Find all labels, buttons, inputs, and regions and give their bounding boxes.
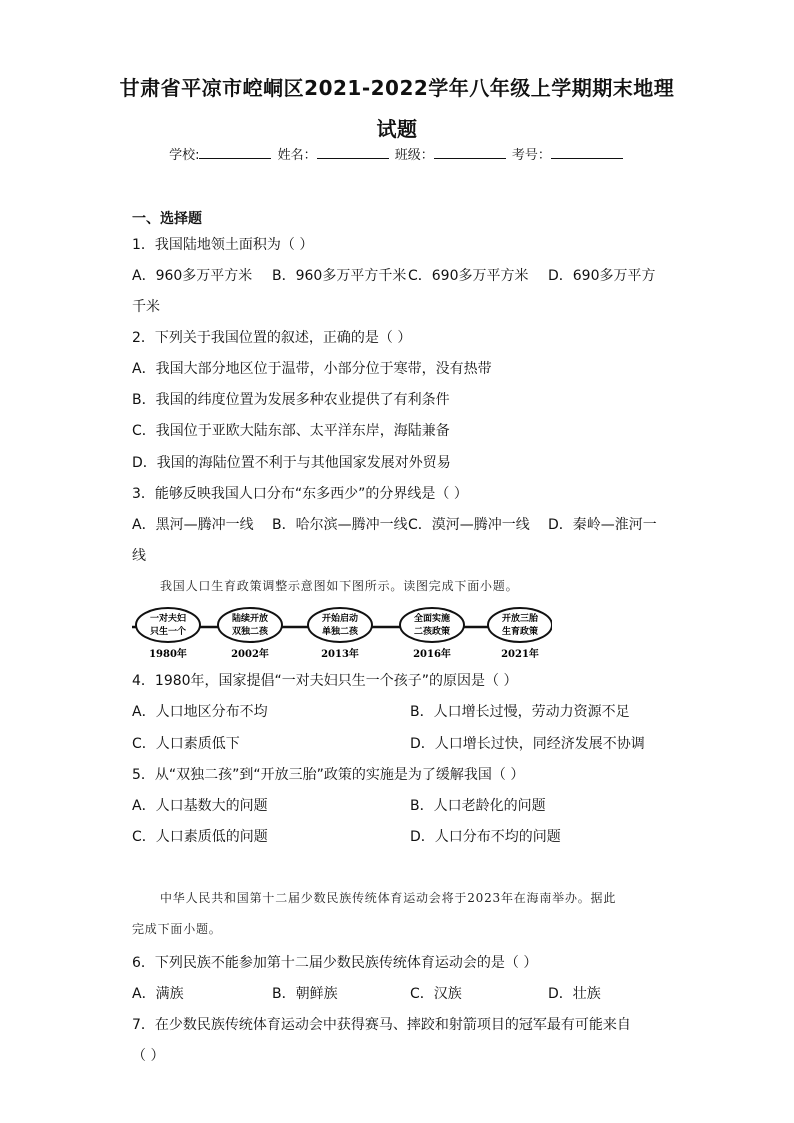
q6-stem: 6．下列民族不能参加第十二届少数民族传统体育运动会的是（ ）: [132, 955, 538, 971]
exam-number-blank[interactable]: [551, 146, 623, 159]
q4-option-c: C．人口素质低下: [132, 736, 240, 752]
material-intro-sports-games-line2: 完成下面小题。: [132, 922, 222, 936]
q4-stem: 4．1980年，国家提倡“一对夫妇只生一个孩子”的原因是（ ）: [132, 673, 518, 689]
timeline-node-label: 二孩政策: [413, 627, 451, 637]
q1-option-d-wrap: 千米: [132, 299, 160, 315]
timeline-node-label: 全面实施: [413, 614, 451, 624]
class-label: 班级：: [394, 148, 434, 163]
timeline-node-year: 2002年: [231, 649, 269, 660]
timeline-node-year: 2013年: [321, 649, 359, 660]
material-intro-sports-games-line1: 中华人民共和国第十二届少数民族传统体育运动会将于2023年在海南举办。据此: [160, 891, 617, 905]
q2-option-c: C．我国位于亚欧大陆东部、太平洋东岸，海陆兼备: [132, 423, 450, 439]
q5-option-c: C．人口素质低的问题: [132, 829, 268, 845]
timeline-node-label: 陆续开放: [231, 614, 269, 624]
timeline-node: [488, 608, 552, 660]
timeline-node-label: 单独二孩: [321, 627, 359, 637]
q3-stem: 3．能够反映我国人口分布“东多西少”的分界线是（ ）: [132, 486, 468, 502]
exam-title-line1: 甘肃省平凉市崆峒区2021-2022学年八年级上学期期末地理: [119, 76, 675, 100]
timeline-node-label: 开始启动: [321, 614, 359, 624]
q3-option-d: D．秦岭—淮河一: [548, 517, 657, 533]
q3-option-d-wrap: 线: [132, 548, 146, 564]
q3-option-a: A．黑河—腾冲一线: [132, 517, 254, 533]
q4-option-d: D．人口增长过快，同经济发展不协调: [410, 736, 645, 752]
student-info-row: [0, 144, 794, 163]
q1-option-a: A．960多万平方米: [132, 268, 253, 284]
q4-option-a: A．人口地区分布不均: [132, 704, 268, 720]
q2-stem: 2．下列关于我国位置的叙述，正确的是（ ）: [132, 330, 412, 346]
timeline-node-year: 2016年: [413, 649, 451, 660]
q6-option-a: A．满族: [132, 986, 184, 1002]
school-blank[interactable]: [199, 146, 271, 159]
q3-option-c: C．漠河—腾冲一线: [408, 517, 530, 533]
q6-option-b: B．朝鲜族: [272, 986, 338, 1002]
exam-number-label: 考号：: [511, 148, 551, 163]
material-intro-population-policy: 我国人口生育政策调整示意图如下图所示。读图完成下面小题。: [160, 579, 519, 593]
q4-option-b: B．人口增长过慢，劳动力资源不足: [410, 704, 630, 720]
q7-stem: 7．在少数民族传统体育运动会中获得赛马、摔跤和射箭项目的冠军最有可能来自: [132, 1017, 631, 1033]
timeline-node-year: 1980年: [149, 649, 187, 660]
q2-option-a: A．我国大部分地区位于温带，小部分位于寒带，没有热带: [132, 361, 492, 377]
q1-option-b: B．960多万平方千米: [272, 268, 407, 284]
section-heading: 一、选择题: [132, 211, 202, 227]
q2-option-d: D．我国的海陆位置不利于与其他国家发展对外贸易: [132, 455, 451, 471]
q2-option-b: B．我国的纬度位置为发展多种农业提供了有利条件: [132, 392, 450, 408]
q6-option-d: D．壮族: [548, 986, 601, 1002]
timeline-node: [308, 608, 372, 660]
name-label: 姓名：: [277, 148, 317, 163]
q5-option-b: B．人口老龄化的问题: [410, 798, 546, 814]
q6-option-c: C．汉族: [410, 986, 462, 1002]
timeline-node-year: 2021年: [501, 649, 539, 660]
q1-option-d: D．690多万平方: [548, 268, 656, 284]
timeline-node-label: 一对夫妇: [149, 614, 187, 624]
policy-timeline-diagram: [132, 603, 552, 661]
q1-option-c: C．690多万平方米: [408, 268, 529, 284]
q1-stem: 1．我国陆地领土面积为（ ）: [132, 237, 314, 253]
q3-option-b: B．哈尔滨—腾冲一线: [272, 517, 408, 533]
q5-stem: 5．从“双独二孩”到“开放三胎”政策的实施是为了缓解我国（ ）: [132, 767, 525, 783]
timeline-node-label: 生育政策: [501, 627, 539, 637]
timeline-node: [136, 608, 200, 660]
timeline-node-label: 开放三胎: [501, 614, 539, 624]
timeline-node: [218, 608, 282, 660]
school-label: 学校:: [169, 148, 200, 163]
exam-title-line2: 试题: [376, 117, 418, 141]
name-blank[interactable]: [317, 146, 389, 159]
q5-option-d: D．人口分布不均的问题: [410, 829, 561, 845]
timeline-node: [400, 608, 464, 660]
q5-option-a: A．人口基数大的问题: [132, 798, 268, 814]
class-blank[interactable]: [434, 146, 506, 159]
timeline-node-label: 只生一个: [149, 627, 187, 637]
q7-stem-wrap: （ ）: [132, 1048, 165, 1064]
timeline-node-label: 双独二孩: [231, 627, 269, 637]
